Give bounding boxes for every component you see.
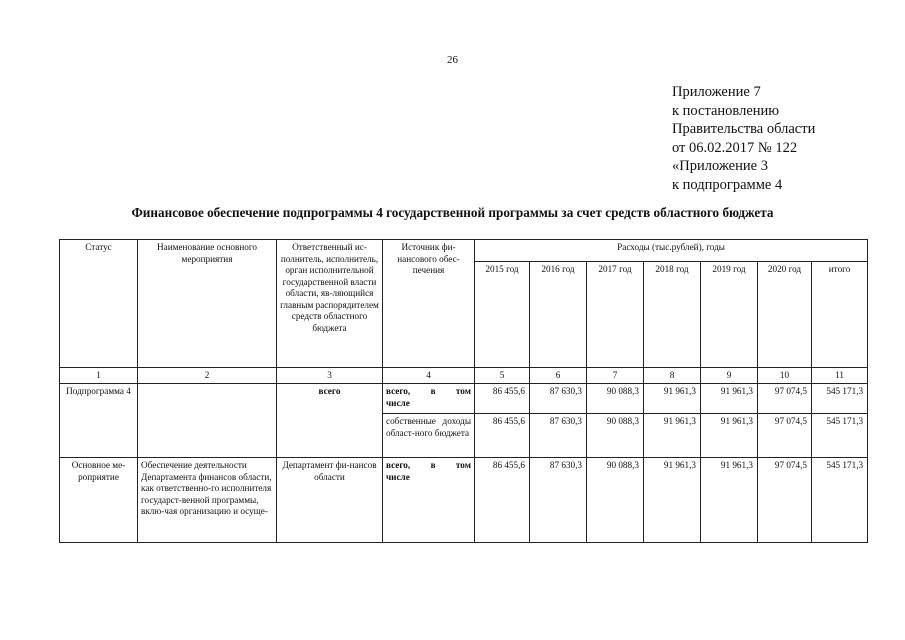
financing-table	[59, 239, 868, 543]
header-year-2015: 2015 год	[475, 262, 530, 368]
value-2020: 97 074,5	[758, 384, 812, 414]
source-word: в	[430, 460, 436, 470]
column-index-row	[60, 368, 868, 384]
header-year-2016: 2016 год	[530, 262, 587, 368]
source-word: числе	[386, 397, 410, 408]
source-word: всего,	[386, 460, 411, 470]
column-index: 10	[758, 368, 812, 384]
column-index: 4	[383, 368, 475, 384]
header-year-2018: 2018 год	[644, 262, 701, 368]
value-2017: 90 088,3	[587, 414, 644, 458]
value-2017: 90 088,3	[587, 458, 644, 543]
value-2020: 97 074,5	[758, 414, 812, 458]
table-row	[60, 458, 868, 543]
appendix-line-1: Приложение 7	[672, 84, 761, 100]
source-cell	[383, 458, 475, 543]
measure-name-cell	[138, 384, 277, 458]
value-2018: 91 961,3	[644, 458, 701, 543]
appendix-header	[672, 83, 815, 194]
header-status: Статус	[60, 240, 138, 368]
value-total: 545 171,3	[812, 384, 868, 414]
source-cell: собственные доходы област-ного бюджета	[383, 414, 475, 458]
value-2019: 91 961,3	[701, 458, 758, 543]
responsible-cell: всего	[277, 384, 383, 458]
value-2020: 97 074,5	[758, 458, 812, 543]
value-2018: 91 961,3	[644, 384, 701, 414]
header-source: Источник фи-нансового обес-печения	[383, 240, 475, 368]
page-number: 26	[447, 54, 458, 66]
value-2015: 86 455,6	[475, 414, 530, 458]
value-total: 545 171,3	[812, 458, 868, 543]
appendix-line-3: Правительства области	[672, 121, 816, 137]
status-cell: Основное ме-роприятие	[60, 458, 138, 543]
column-index: 5	[475, 368, 530, 384]
source-word: в	[430, 386, 436, 396]
measure-name-cell: Обеспечение деятельности Департамента финансов области, как ответственно-го исполнителя государст-венной программы, вклю-чая организацию и осуще-	[138, 458, 277, 543]
document-title: Финансовое обеспечение подпрограммы 4 государственной программы за счет средств областного бюджета	[131, 205, 774, 220]
source-word: числе	[386, 471, 410, 482]
header-year-2017: 2017 год	[587, 262, 644, 368]
source-word: том	[455, 386, 471, 396]
value-2016: 87 630,3	[530, 384, 587, 414]
header-name: Наименование основного мероприятия	[138, 240, 277, 368]
value-2019: 91 961,3	[701, 384, 758, 414]
value-2015: 86 455,6	[475, 458, 530, 543]
header-responsible: Ответственный ис-полнитель, исполнитель, орган исполнительной государственной власти области, яв-ляющийся главным распорядителем средств областного бюджета	[277, 240, 383, 368]
value-2015: 86 455,6	[475, 384, 530, 414]
value-2016: 87 630,3	[530, 458, 587, 543]
value-2019: 91 961,3	[701, 414, 758, 458]
table-row	[60, 384, 868, 414]
column-index: 2	[138, 368, 277, 384]
appendix-line-6: к подпрограмме 4	[672, 176, 783, 193]
header-total: итого	[812, 262, 868, 368]
source-word: том	[455, 460, 471, 470]
source-line	[386, 460, 471, 472]
header-row-1	[60, 240, 868, 262]
status-cell: Подпрограмма 4	[60, 384, 138, 458]
value-2016: 87 630,3	[530, 414, 587, 458]
header-year-2020: 2020 год	[758, 262, 812, 368]
responsible-cell: Департамент фи-нансов области	[277, 458, 383, 543]
appendix-line-4: от 06.02.2017 № 122	[672, 139, 798, 156]
column-index: 7	[587, 368, 644, 384]
column-index: 11	[812, 368, 868, 384]
column-index: 3	[277, 368, 383, 384]
header-expenses: Расходы (тыс.рублей), годы	[475, 240, 868, 262]
source-cell	[383, 384, 475, 414]
header-year-2019: 2019 год	[701, 262, 758, 368]
value-2018: 91 961,3	[644, 414, 701, 458]
appendix-line-2: к постановлению	[672, 102, 780, 119]
value-total: 545 171,3	[812, 414, 868, 458]
source-word: всего,	[386, 386, 411, 396]
appendix-line-5: «Приложение 3	[672, 158, 768, 174]
column-index: 6	[530, 368, 587, 384]
column-index: 9	[701, 368, 758, 384]
column-index: 1	[60, 368, 138, 384]
value-2017: 90 088,3	[587, 384, 644, 414]
source-line	[386, 386, 471, 398]
column-index: 8	[644, 368, 701, 384]
